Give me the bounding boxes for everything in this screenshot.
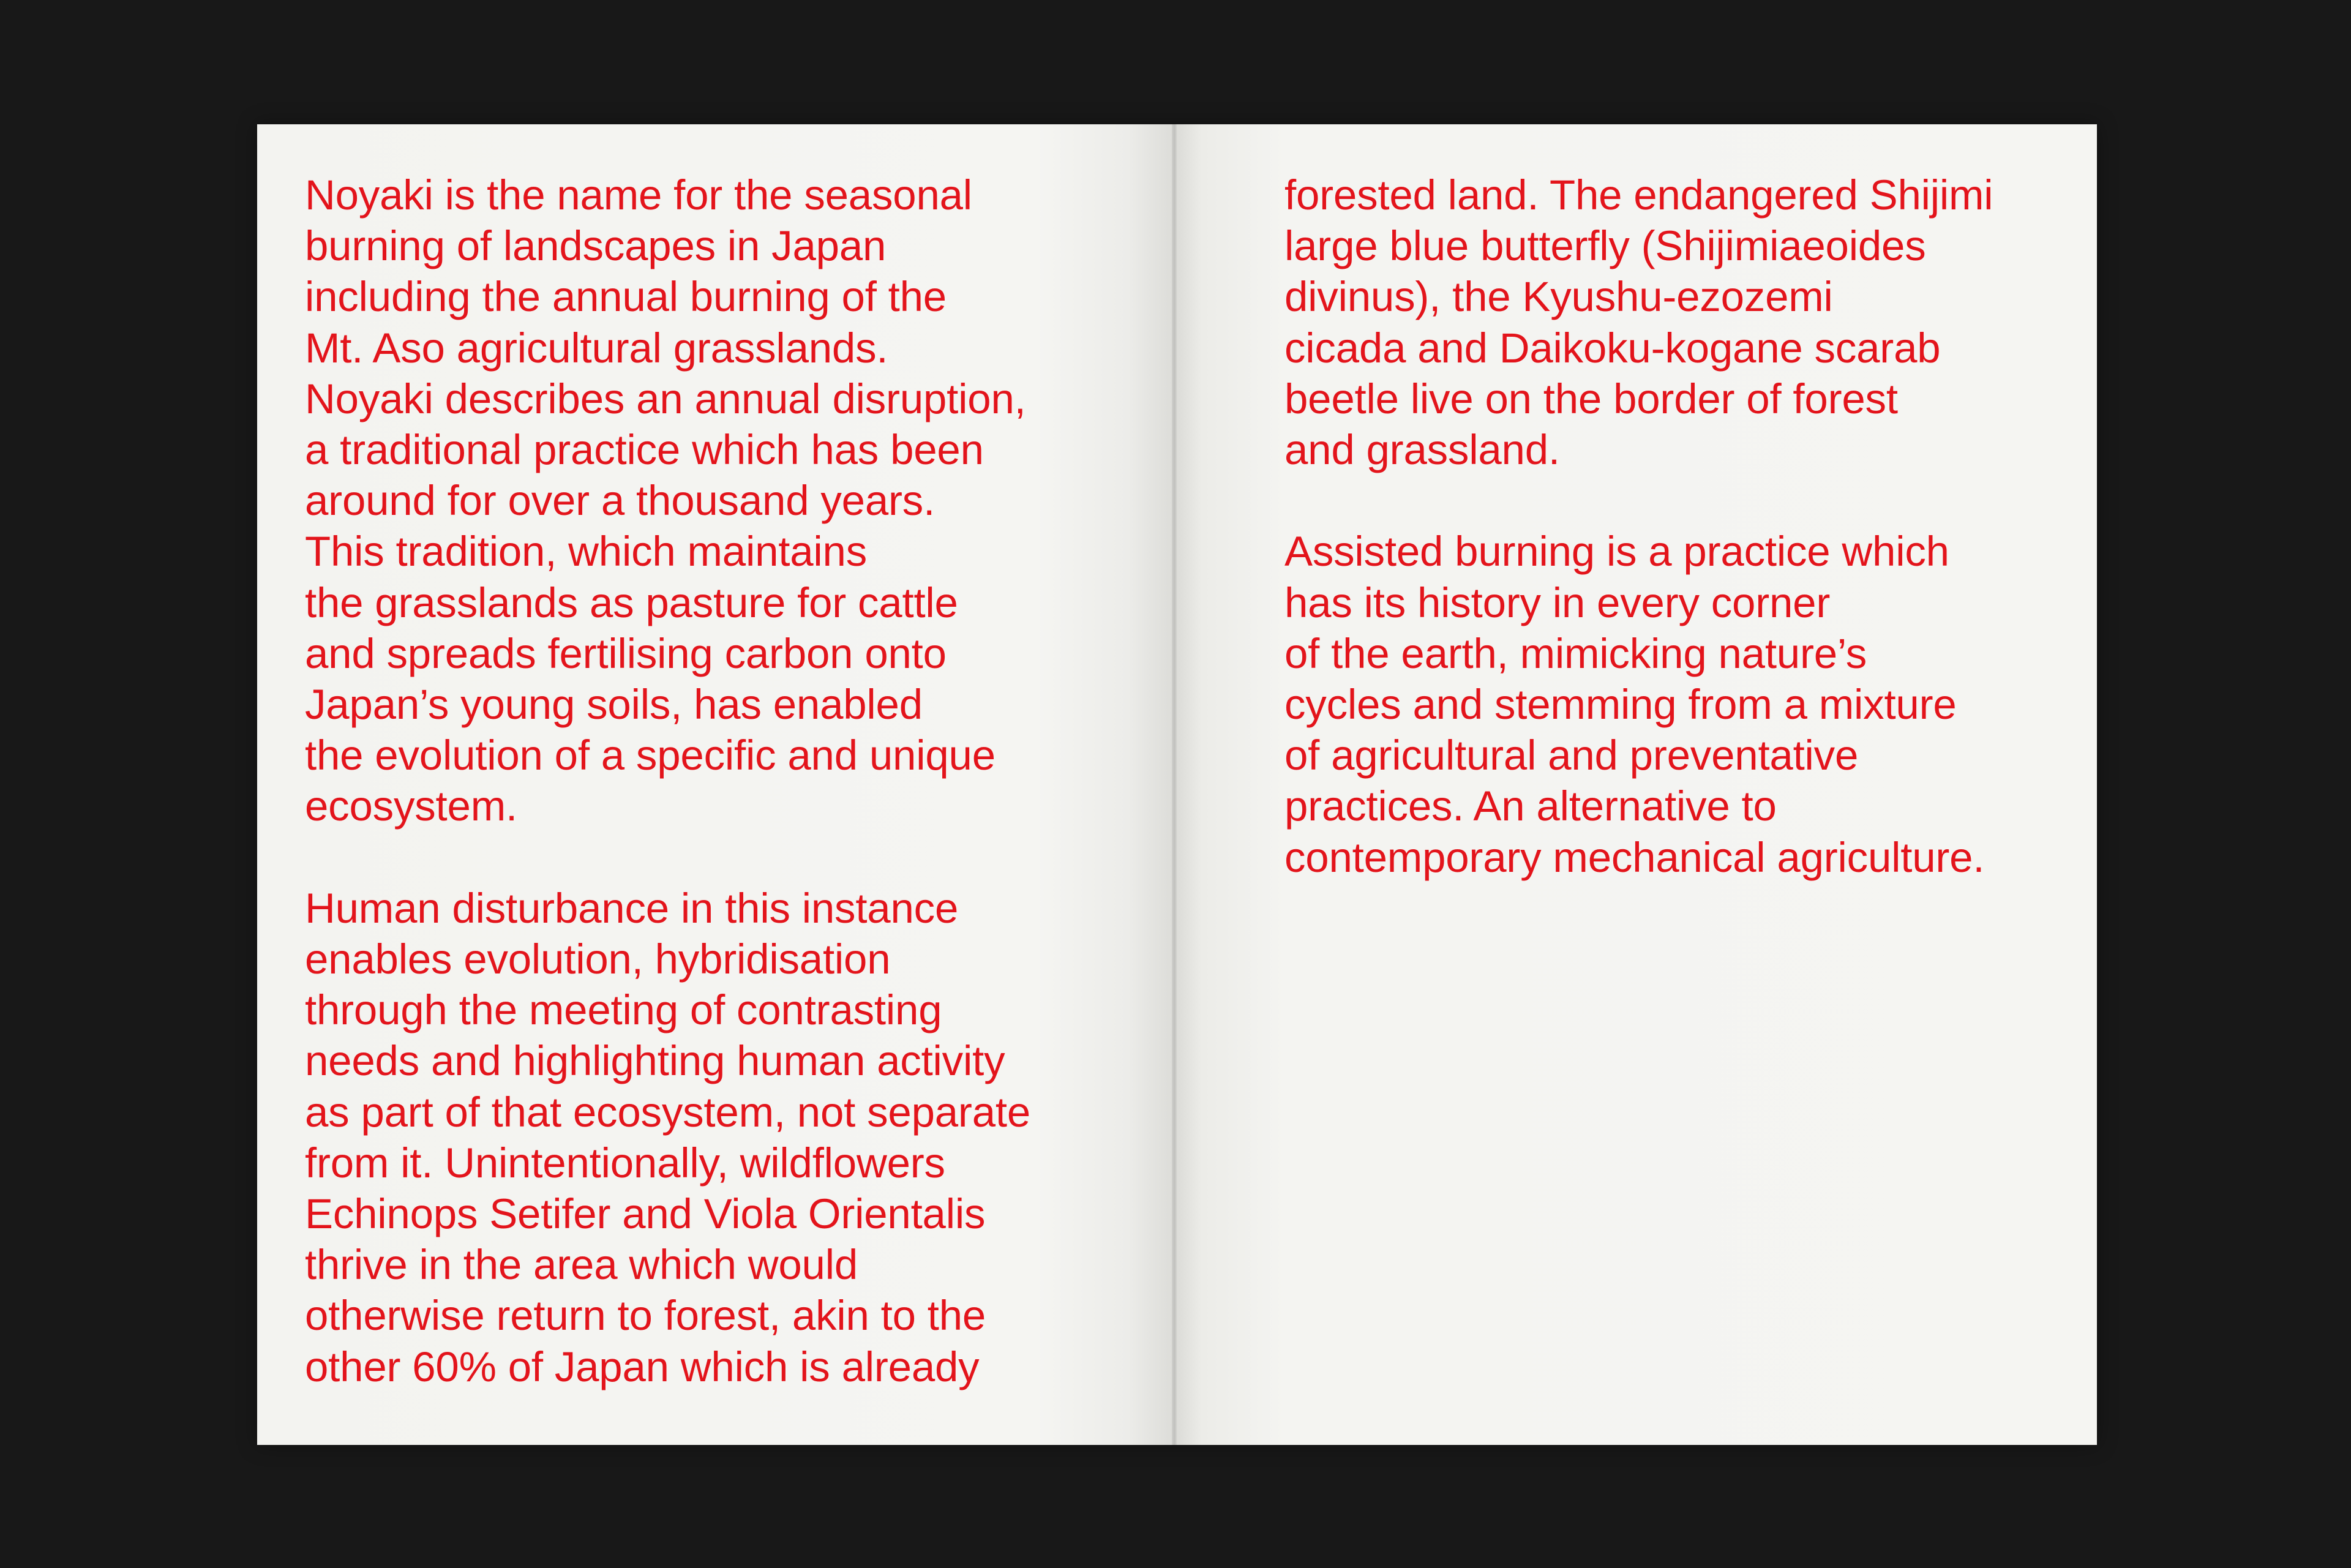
text-line: burning of landscapes in Japan xyxy=(305,222,887,270)
text-line: cycles and stemming from a mixture xyxy=(1284,681,1957,729)
text-line: otherwise return to forest, akin to the xyxy=(305,1292,986,1340)
paragraph-forested-land xyxy=(1284,170,1993,475)
text-line: ecosystem. xyxy=(305,782,517,830)
text-line: large blue butterfly (Shijimiaeoides xyxy=(1284,222,1926,270)
text-line: Human disturbance in this instance xyxy=(305,884,959,932)
text-line: and spreads fertilising carbon onto xyxy=(305,629,947,677)
right-page-text xyxy=(1284,170,1993,883)
text-line: Noyaki describes an annual disruption, xyxy=(305,375,1026,422)
text-line: a traditional practice which has been xyxy=(305,426,984,474)
text-line: practices. An alternative to xyxy=(1284,782,1777,830)
text-line: from it. Unintentionally, wildflowers xyxy=(305,1139,945,1187)
text-line: of agricultural and preventative xyxy=(1284,732,1859,779)
text-line: needs and highlighting human activity xyxy=(305,1037,1005,1085)
text-line: of the earth, mimicking nature’s xyxy=(1284,629,1867,677)
text-line: Echinops Setifer and Viola Orientalis xyxy=(305,1190,986,1238)
text-line: divinus), the Kyushu-ezozemi xyxy=(1284,273,1833,321)
left-page-text xyxy=(305,170,1030,1392)
text-line: other 60% of Japan which is already xyxy=(305,1343,980,1390)
text-line: Japan’s young soils, has enabled xyxy=(305,681,923,729)
text-line: has its history in every corner xyxy=(1284,579,1831,626)
text-line: contemporary mechanical agriculture. xyxy=(1284,833,1985,881)
text-line: the evolution of a specific and unique xyxy=(305,732,996,779)
text-line: Noyaki is the name for the seasonal xyxy=(305,171,972,219)
text-line: as part of that ecosystem, not separate xyxy=(305,1088,1031,1136)
paragraph-assisted-burning xyxy=(1284,526,1993,882)
text-line: around for over a thousand years. xyxy=(305,477,936,525)
text-line: cicada and Daikoku-kogane scarab xyxy=(1284,324,1941,372)
paragraph-human-disturbance xyxy=(305,883,1030,1392)
text-line: and grassland. xyxy=(1284,426,1560,474)
text-line: including the annual burning of the xyxy=(305,273,947,321)
text-line: Assisted burning is a practice which xyxy=(1284,528,1949,576)
paragraph-noyaki-intro xyxy=(305,170,1030,832)
text-line: enables evolution, hybridisation xyxy=(305,936,891,983)
left-page xyxy=(257,124,1174,1445)
text-line: through the meeting of contrasting xyxy=(305,986,942,1034)
text-line: the grasslands as pasture for cattle xyxy=(305,579,958,626)
text-line: thrive in the area which would xyxy=(305,1241,858,1289)
right-page xyxy=(1174,124,2097,1445)
text-line: Mt. Aso agricultural grasslands. xyxy=(305,324,888,372)
text-line: This tradition, which maintains xyxy=(305,528,868,576)
text-line: forested land. The endangered Shijimi xyxy=(1284,171,1993,219)
book-spread xyxy=(257,124,2097,1445)
text-line: beetle live on the border of forest xyxy=(1284,375,1898,422)
